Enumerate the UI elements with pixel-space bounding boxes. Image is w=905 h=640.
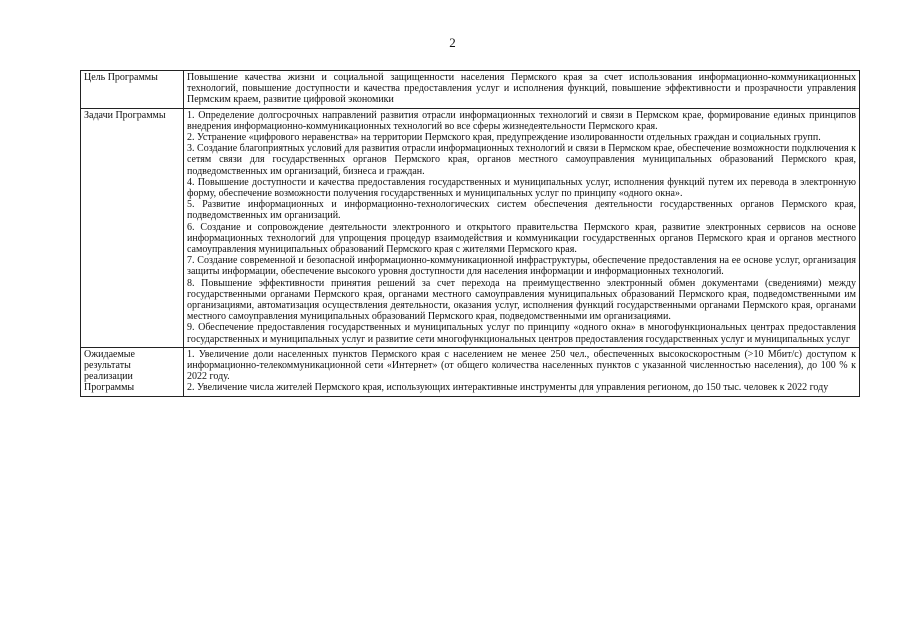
paragraph: 8. Повышение эффективности принятия решений за счет перехода на преимущественно электронный обмен документами (сведениями) между государственными органами Пермского края, органами местного самоуправления муниципальных образований Пермского края, подведомственными им организациями, автоматизация осуществления деятельности, оказания услуг, исполнения функций государственными органами Пермского края, органами местного самоуправления муниципальных образований Пермского края, подведомственными им организациями. <box>187 277 856 323</box>
paragraph: 5. Развитие информационных и информационно-технологических систем обеспечения деятельности государственных органов Пермского края, подведомственных им организаций. <box>187 199 856 222</box>
paragraph: 2. Устранение «цифрового неравенства» на территории Пермского края, предупреждение изолированности отдельных граждан и социальных групп. <box>187 132 821 144</box>
paragraph: 1. Увеличение доли населенных пунктов Пермского края с населением не менее 250 чел., обеспеченных высокоскоростным (>10 Мбит/с) доступом к информационно-телекоммуникационной сети «Интернет» (от общего количества населенных пунктов с указанной численностью населения), до 100 % к 2022 году. <box>187 348 856 383</box>
paragraph: 7. Создание современной и безопасной информационно-коммуникационной инфраструктуры, обеспечение предоставления на ее основе услуг, организация защиты информации, обеспечение высокого уровня доступности для населения информации и информационных технологий. <box>187 255 856 278</box>
table-row <box>81 108 860 347</box>
row-label-tasks: Задачи Программы <box>81 108 184 347</box>
paragraph: 9. Обеспечение предоставления государственных и муниципальных услуг по принципу «одного окна» в многофункциональных центрах предоставления государственных и муниципальных услуг и развитие сети многофункциональных центров предоставления государственных услуг и муниципальных услуг <box>187 322 856 345</box>
table-row <box>81 71 860 109</box>
paragraph: 6. Создание и сопровождение деятельности электронного и открытого правительства Пермского края, развитие электронных сервисов на основе информационных технологий для упрощения процедур взаимодействия и коммуникации государственных органов Пермского края и органов местного самоуправления муниципальных образований Пермского края с жителями Пермского края. <box>187 221 856 256</box>
row-content-tasks <box>184 108 860 347</box>
paragraph: 1. Определение долгосрочных направлений развития отрасли информационных технологий и связи в Пермском крае, формирование единых принципов внедрения информационно-коммуникационных технологий во все сферы жизнедеятельности Пермского края. <box>187 109 856 132</box>
program-passport-table <box>80 70 860 397</box>
row-content-goal <box>184 71 860 109</box>
paragraph: 3. Создание благоприятных условий для развития отрасли информационных технологий и связи в Пермском крае, обеспечение возможности подключения к сетям связи для государственных органов Пермского края, органов местного самоуправления муниципальных образований Пермского края, подведомственных им организаций, бизнеса и граждан. <box>187 143 856 177</box>
page-number: 2 <box>449 35 456 50</box>
table-row <box>81 347 860 396</box>
paragraph: Повышение качества жизни и социальной защищенности населения Пермского края за счет использования информационно-коммуникационных технологий, повышение доступности и качества предоставления услуг и исполнения функций, повышение эффективности и прозрачности управления Пермским краем, развитие цифровой экономики <box>187 72 856 106</box>
paragraph: 4. Повышение доступности и качества предоставления государственных и муниципальных услуг, исполнения функций путем их перевода в электронную форму, обеспечение возможности получения государственных и муниципальных услуг по принципу «одного окна». <box>187 176 856 200</box>
row-label-goal: Цель Программы <box>81 71 184 109</box>
paragraph: 2. Увеличение числа жителей Пермского края, использующих интерактивные инструменты для управления регионом, до 150 тыс. человек к 2022 году <box>187 382 829 394</box>
row-content-results <box>184 347 860 396</box>
row-label-results: Ожидаемые результаты реализации Программы <box>81 347 184 396</box>
